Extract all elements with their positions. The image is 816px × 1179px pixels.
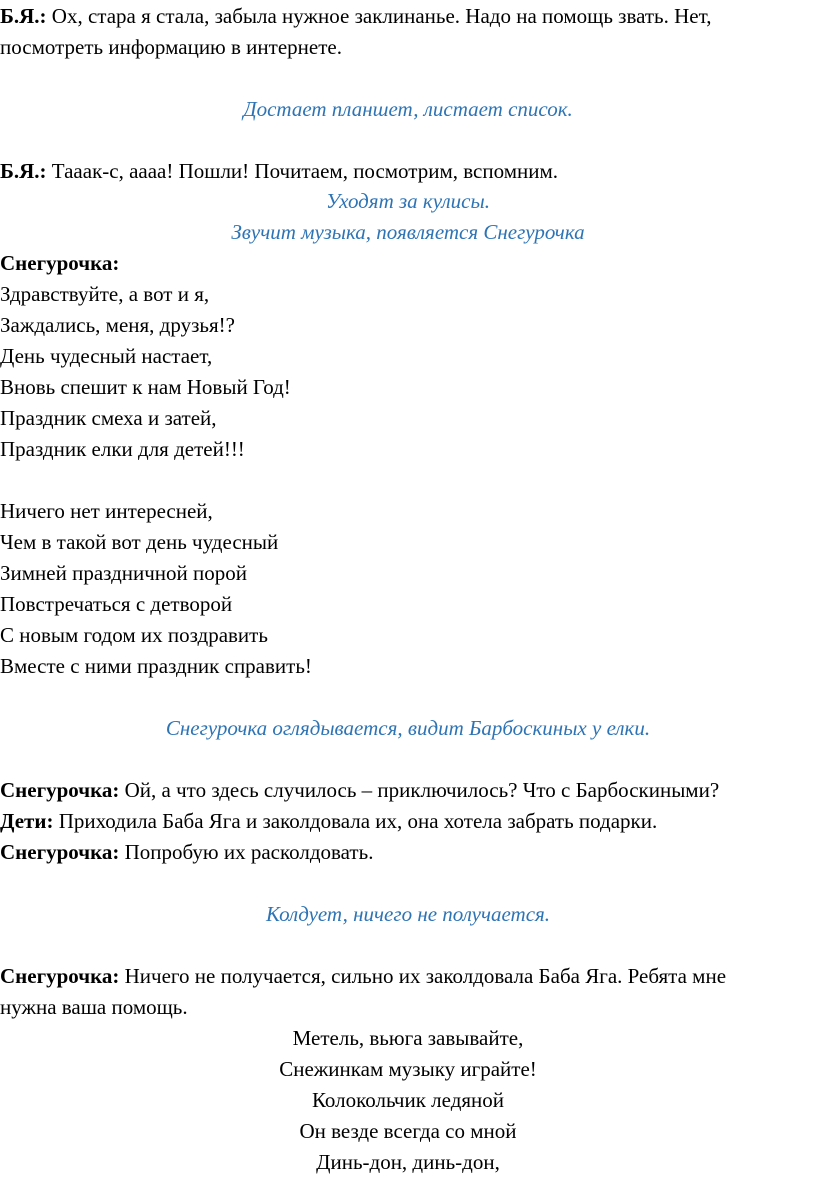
speech-text: Тааак-с, аааа! Пошли! Почитаем, посмотрим, вспомним. bbox=[46, 159, 559, 183]
speech-text: Попробую их расколдовать. bbox=[119, 840, 374, 864]
dialog-line bbox=[0, 837, 816, 867]
speech-text: Ой, а что здесь случилось – приключилось? Что с Барбоскиными? bbox=[119, 778, 720, 802]
speaker-label: Снегурочка: bbox=[0, 251, 120, 275]
verse-line: Праздник елки для детей!!! bbox=[0, 437, 245, 461]
paragraph-line bbox=[0, 992, 816, 1022]
verse-line: Чем в такой вот день чудесный bbox=[0, 530, 279, 554]
spell-line: Динь-дон, динь-дон, bbox=[316, 1150, 500, 1174]
verse-line: Вместе с ними праздник справить! bbox=[0, 654, 312, 678]
paragraph-line bbox=[0, 961, 816, 991]
dialog-line bbox=[0, 775, 816, 805]
speaker-label: Снегурочка: bbox=[0, 778, 120, 802]
paragraph-line bbox=[0, 32, 816, 62]
verse-line: Вновь спешит к нам Новый Год! bbox=[0, 375, 291, 399]
speech-text: Приходила Баба Яга и заколдовала их, она хотела забрать подарки. bbox=[53, 809, 658, 833]
stage-direction: Колдует, ничего не получается. bbox=[265, 902, 551, 926]
speaker-label: Б.Я.: bbox=[0, 159, 47, 183]
speaker-label: Снегурочка: bbox=[0, 840, 120, 864]
spell-line: Он везде всегда со мной bbox=[299, 1119, 517, 1143]
spell-line: Метель, вьюга завывайте, bbox=[292, 1026, 524, 1050]
spell-line: Снежинкам музыку играйте! bbox=[279, 1057, 537, 1081]
stage-direction: Звучит музыка, появляется Снегурочка bbox=[231, 220, 585, 244]
verse-line: Здравствуйте, а вот и я, bbox=[0, 282, 210, 306]
dialog-line bbox=[0, 806, 816, 836]
speech-text: посмотреть информацию в интернете. bbox=[0, 35, 342, 59]
speaker-label: Б.Я.: bbox=[0, 4, 47, 28]
speaker-label: Дети: bbox=[0, 809, 54, 833]
speech-text: нужна ваша помощь. bbox=[0, 995, 188, 1019]
speaker-label: Снегурочка: bbox=[0, 964, 120, 988]
paragraph-line bbox=[0, 156, 816, 186]
verse-line: Зимней праздничной порой bbox=[0, 561, 247, 585]
stage-direction: Достает планшет, листает список. bbox=[243, 97, 573, 121]
verse-line: Ничего нет интересней, bbox=[0, 499, 213, 523]
verse-line: Повстречаться с детворой bbox=[0, 592, 233, 616]
spell-line: Колокольчик ледяной bbox=[311, 1088, 505, 1112]
verse-line: Праздник смеха и затей, bbox=[0, 406, 217, 430]
stage-direction: Снегурочка оглядывается, видит Барбоскиных у елки. bbox=[165, 716, 651, 740]
paragraph-line bbox=[0, 1, 816, 31]
verse-line: Заждались, меня, друзья!? bbox=[0, 313, 235, 337]
stage-direction: Уходят за кулисы. bbox=[326, 189, 490, 213]
verse-line: День чудесный настает, bbox=[0, 344, 213, 368]
verse-line: С новым годом их поздравить bbox=[0, 623, 268, 647]
speech-text: Ох, стара я стала, забыла нужное заклинанье. Надо на помощь звать. Нет, bbox=[46, 4, 712, 28]
speech-text: Ничего не получается, сильно их заколдовала Баба Яга. Ребята мне bbox=[119, 964, 727, 988]
